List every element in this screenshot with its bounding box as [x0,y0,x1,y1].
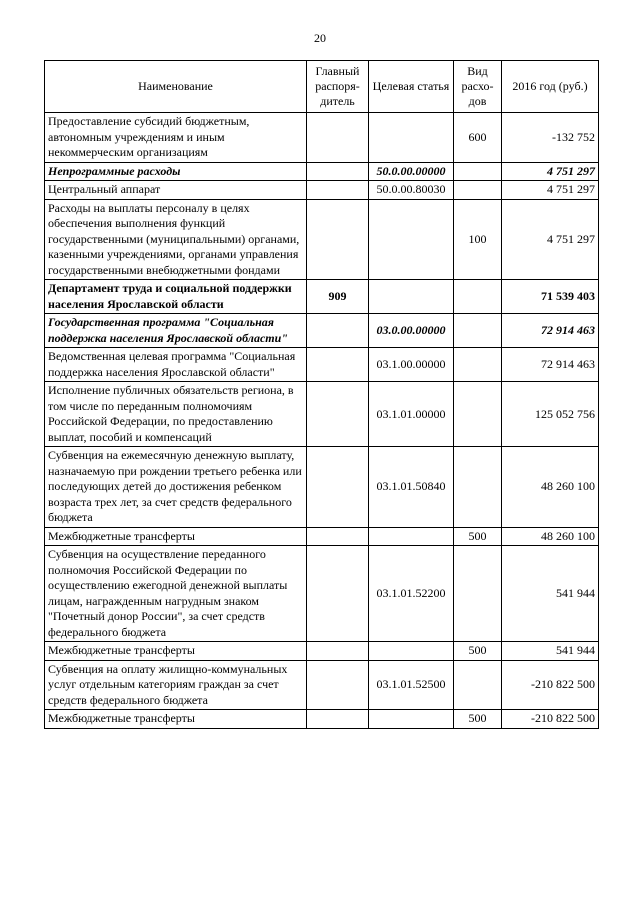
row-cel: 50.0.00.00000 [369,162,454,181]
table-row [45,348,599,382]
row-vid [454,660,502,710]
row-glav [307,348,369,382]
row-name: Расходы на выплаты персоналу в целях обеспечения выполнения функций государственными (муниципальными) органами, казенными учреждениями, органами управления государственными внебюджетными фондами [45,199,307,280]
row-cel: 03.1.01.00000 [369,382,454,447]
row-glav [307,447,369,528]
header-vid: Вид расхо-дов [454,61,502,113]
table-row [45,181,599,200]
row-name: Межбюджетные трансферты [45,527,307,546]
row-vid [454,447,502,528]
budget-table [44,60,599,729]
table-row [45,199,599,280]
row-sum: -210 822 500 [502,660,599,710]
table-row [45,314,599,348]
row-cel [369,199,454,280]
row-glav [307,527,369,546]
row-sum: 48 260 100 [502,447,599,528]
row-glav [307,642,369,661]
row-vid [454,314,502,348]
table-row [45,527,599,546]
row-name: Ведомственная целевая программа "Социальная поддержка населения Ярославской области" [45,348,307,382]
row-sum: 4 751 297 [502,181,599,200]
row-name: Департамент труда и социальной поддержки населения Ярославской области [45,280,307,314]
row-glav [307,113,369,163]
row-name: Межбюджетные трансферты [45,642,307,661]
table-row [45,660,599,710]
row-glav [307,314,369,348]
row-vid [454,181,502,200]
row-vid [454,280,502,314]
header-cel: Целевая статья [369,61,454,113]
row-name: Центральный аппарат [45,181,307,200]
header-glav: Главный распоря-дитель [307,61,369,113]
row-vid [454,546,502,642]
table-row [45,710,599,729]
row-vid: 500 [454,642,502,661]
row-cel: 03.1.01.52200 [369,546,454,642]
row-glav [307,199,369,280]
header-sum: 2016 год (руб.) [502,61,599,113]
row-vid [454,348,502,382]
row-cel [369,113,454,163]
table-row [45,162,599,181]
row-glav [307,710,369,729]
page-number: 20 [314,31,326,45]
row-sum: 72 914 463 [502,314,599,348]
row-cel [369,280,454,314]
row-cel [369,642,454,661]
row-name: Субвенция на осуществление переданного полномочия Российской Федерации по осуществлению ежегодной денежной выплаты лицам, награжденным нагрудным знаком "Почетный донор России", за счет средств федерального бюджета [45,546,307,642]
row-name: Исполнение публичных обязательств региона, в том числе по переданным полномочиям Российской Федерации, по предоставлению выплат, пособий и компенсаций [45,382,307,447]
row-cel: 03.1.00.00000 [369,348,454,382]
row-cel: 03.0.00.00000 [369,314,454,348]
row-sum: -210 822 500 [502,710,599,729]
table-row [45,113,599,163]
row-cel: 03.1.01.50840 [369,447,454,528]
row-glav: 909 [307,280,369,314]
row-sum: 4 751 297 [502,199,599,280]
table-row [45,447,599,528]
row-glav [307,660,369,710]
row-vid: 100 [454,199,502,280]
table-row [45,280,599,314]
row-cel: 50.0.00.80030 [369,181,454,200]
row-sum: 541 944 [502,546,599,642]
row-sum: 541 944 [502,642,599,661]
row-vid: 600 [454,113,502,163]
table-header-row [45,61,599,113]
row-sum: 4 751 297 [502,162,599,181]
row-vid: 500 [454,710,502,729]
row-glav [307,546,369,642]
row-cel [369,527,454,546]
header-name: Наименование [45,61,307,113]
table-row [45,642,599,661]
row-vid [454,162,502,181]
row-sum: 125 052 756 [502,382,599,447]
table-row [45,546,599,642]
row-cel [369,710,454,729]
row-glav [307,181,369,200]
row-sum: 48 260 100 [502,527,599,546]
row-glav [307,162,369,181]
row-sum: 71 539 403 [502,280,599,314]
table-row [45,382,599,447]
row-cel: 03.1.01.52500 [369,660,454,710]
row-name: Субвенция на оплату жилищно-коммунальных услуг отдельным категориям граждан за счет средств федерального бюджета [45,660,307,710]
row-name: Государственная программа "Социальная поддержка населения Ярославской области" [45,314,307,348]
row-name: Непрограммные расходы [45,162,307,181]
row-vid: 500 [454,527,502,546]
row-name: Межбюджетные трансферты [45,710,307,729]
row-name: Предоставление субсидий бюджетным, автономным учреждениям и иным некоммерческим организациям [45,113,307,163]
row-vid [454,382,502,447]
row-glav [307,382,369,447]
row-name: Субвенция на ежемесячную денежную выплату, назначаемую при рождении третьего ребенка или последующих детей до достижения ребенком возраста трех лет, за счет средств федерального бюджета [45,447,307,528]
row-sum: -132 752 [502,113,599,163]
row-sum: 72 914 463 [502,348,599,382]
